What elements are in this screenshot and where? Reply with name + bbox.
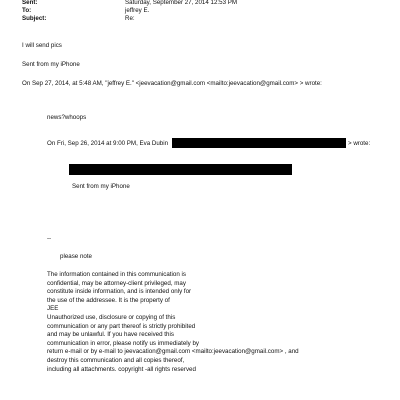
quoted-message: news?whoops: [47, 114, 87, 121]
redaction-bar: [172, 138, 346, 148]
quote-header-1: On Sep 27, 2014, at 5:48 AM, "jeffrey E." <jeevacation@gmail.com <mailto:jeevacation@gmail.com> > wrote:: [22, 80, 322, 87]
quote-header-2: On Fri, Sep 26, 2014 at 9:00 PM, Eva Dubin: [47, 140, 169, 147]
signature-line: Sent from my iPhone: [22, 61, 80, 68]
sent-label: Sent:: [22, 0, 38, 6]
subject-label: Subject:: [22, 15, 47, 22]
signature-line-2: Sent from my iPhone: [72, 183, 130, 190]
subject-value: Re:: [125, 15, 135, 22]
reply-line: I will send pics: [22, 42, 62, 49]
please-note: please note: [60, 253, 92, 260]
to-value: jeffrey E.: [125, 7, 150, 14]
sent-value: Saturday, September 27, 2014 12:53 PM: [125, 0, 238, 6]
redaction-bar: [69, 164, 292, 175]
confidentiality-disclaimer: The information contained in this communication is confidential, may be attorney-client privileged, may constitute inside information, and is intended only for the use of the addressee. It is the property of JEE Unauthorized use, disclosure or copying of this communication or any part thereof is strictly prohibited and may be unlawful. If you have received this communication in error, please notify us immediately by return e-mail or by e-mail to jeevacation@gmail.com <mailto:jeevacation@gmail.com> , and destroy this communication and all copies thereof, including all attachments. copyright -all rights reserved: [47, 271, 299, 373]
signature-separator: --: [47, 235, 52, 242]
to-label: To:: [22, 7, 32, 14]
quote-header-2-end: > wrote:: [348, 140, 371, 147]
